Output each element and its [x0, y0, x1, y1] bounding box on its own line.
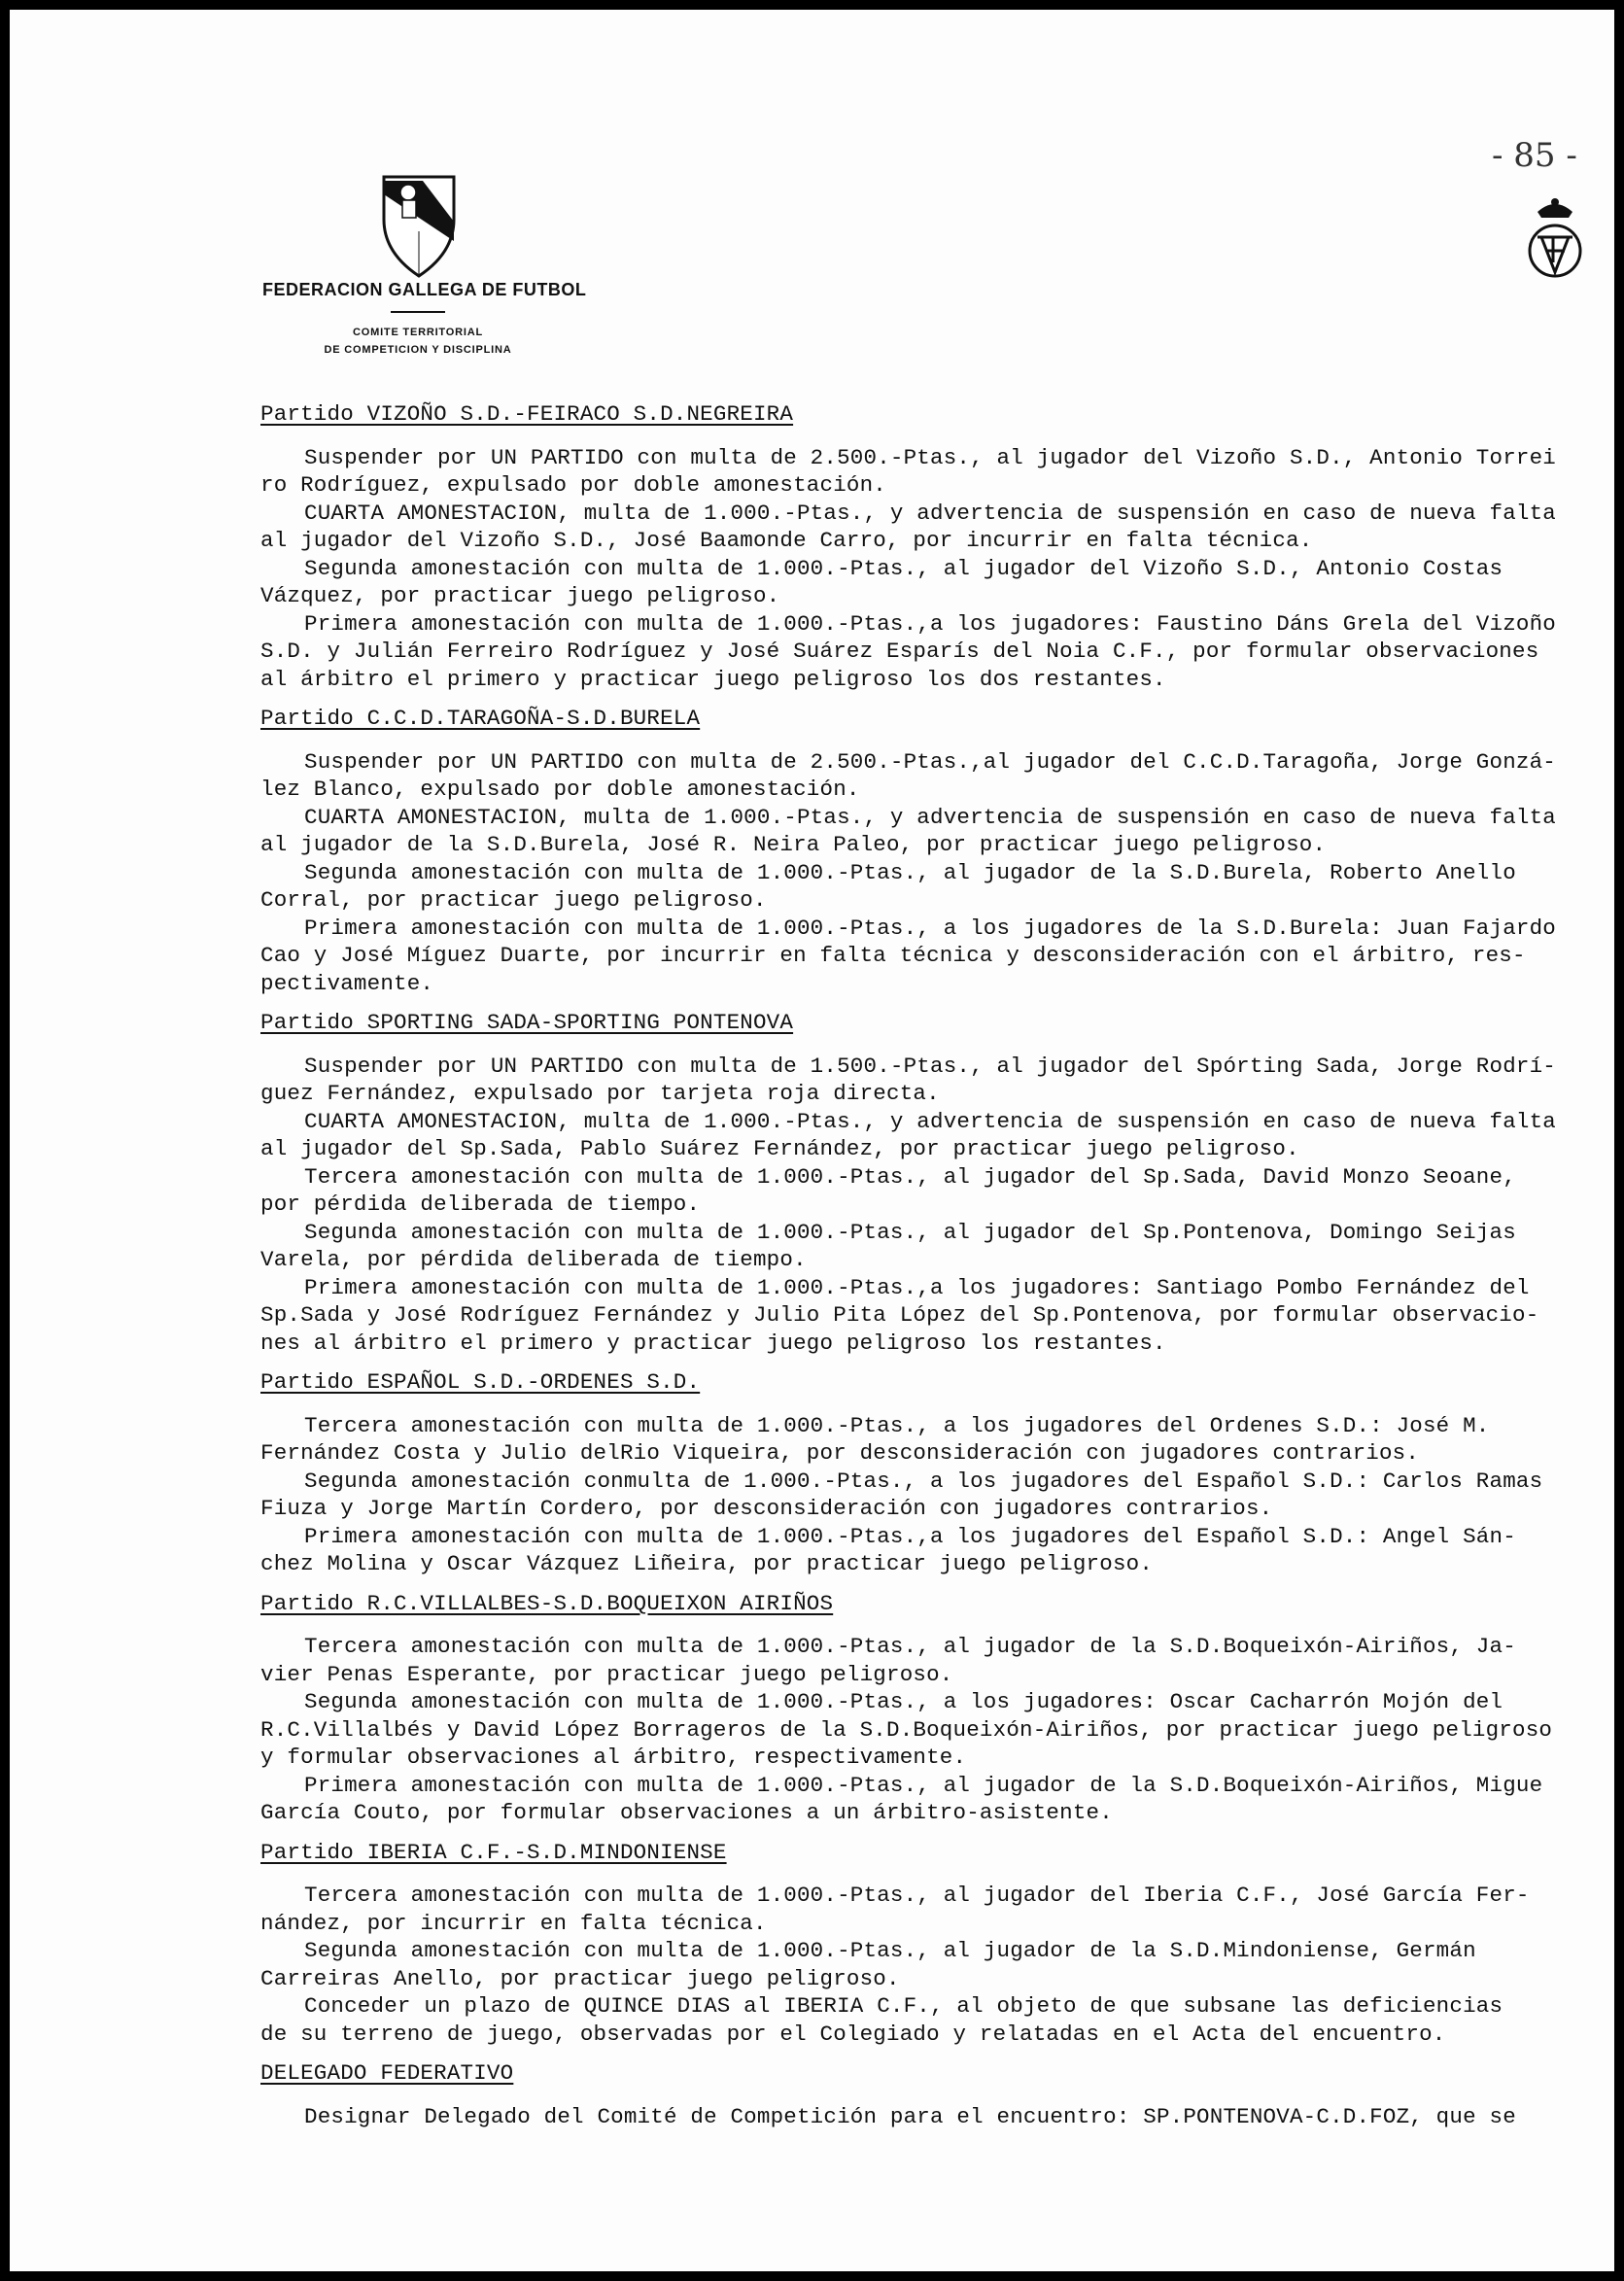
match-section: [260, 2059, 1602, 2130]
paragraph-line: Segunda amonestación con multa de 1.000.-Ptas., al jugador del Vizoño S.D., Antonio Costas: [304, 555, 1503, 581]
paragraph-line: pectivamente.: [260, 970, 434, 996]
match-section: [260, 1839, 1602, 2049]
paragraph-line: de su terreno de juego, observadas por el Colegiado y relatadas en el Acta del encuentro.: [260, 2021, 1446, 2047]
match-section: [260, 1590, 1602, 1827]
paragraph-line: Sp.Sada y José Rodríguez Fernández y Julio Pita López del Sp.Pontenova, por formular observacio-: [260, 1302, 1539, 1328]
paragraph-line: Primera amonestación con multa de 1.000.-Ptas.,a los jugadores: Faustino Dáns Grela del Vizoño: [304, 610, 1557, 637]
paragraph-line: Primera amonestación con multa de 1.000.-Ptas., al jugador de la S.D.Boqueixón-Airiños, Migue: [304, 1772, 1543, 1798]
document-body: [260, 400, 1602, 2142]
federation-name: FEDERACION GALLEGA DE FUTBOL: [262, 280, 587, 299]
paragraph-line: Varela, por pérdida deliberada de tiempo.: [260, 1247, 807, 1272]
section-title: Partido C.C.D.TARAGOÑA-S.D.BURELA: [260, 706, 701, 731]
paragraph-line: por pérdida deliberada de tiempo.: [260, 1192, 701, 1217]
paragraph-line: y formular observaciones al árbitro, respectivamente.: [260, 1745, 967, 1770]
paragraph-line: Vázquez, por practicar juego peligroso.: [260, 583, 780, 608]
paragraph-line: CUARTA AMONESTACION, multa de 1.000.-Ptas., y advertencia de suspensión en caso de nueva falta: [304, 500, 1557, 526]
header-divider: [391, 311, 445, 313]
paragraph-line: al árbitro el primero y practicar juego peligroso los dos restantes.: [260, 666, 1166, 692]
paragraph-line: Suspender por UN PARTIDO con multa de 2.500.-Ptas.,al jugador del C.C.D.Taragoña, Jorge Gonzá-: [304, 748, 1557, 775]
paragraph-line: García Couto, por formular observaciones a un árbitro-asistente.: [260, 1800, 1113, 1825]
paragraph-line: R.C.Villalbés y David López Borrageros de la S.D.Boqueixón-Airiños, por practicar juego peligroso: [260, 1716, 1553, 1743]
paragraph-line: Corral, por practicar juego peligroso.: [260, 887, 767, 913]
section-title: Partido SPORTING SADA-SPORTING PONTENOVA: [260, 1010, 794, 1035]
paragraph-line: Cao y José Míguez Duarte, por incurrir en falta técnica y desconsideración con el árbitro, res-: [260, 943, 1526, 968]
match-section: [260, 400, 1602, 693]
committee-line-1: COMITE TERRITORIAL: [353, 327, 483, 338]
paragraph-line: Segunda amonestación con multa de 1.000.-Ptas., a los jugadores: Oscar Cacharrón Mojón del: [304, 1689, 1503, 1714]
paragraph-line: Segunda amonestación con multa de 1.000.-Ptas., al jugador del Sp.Pontenova, Domingo Seijas: [304, 1219, 1516, 1245]
paragraph-line: Tercera amonestación con multa de 1.000.-Ptas., al jugador del Sp.Sada, David Monzo Seoane,: [304, 1163, 1516, 1190]
match-section: [260, 705, 1602, 997]
committee-line-2: DE COMPETICION Y DISCIPLINA: [324, 344, 512, 356]
paragraph-line: vier Penas Esperante, por practicar juego peligroso.: [260, 1661, 953, 1687]
document-page: [10, 10, 1614, 2271]
paragraph-line: Segunda amonestación con multa de 1.000.-Ptas., al jugador de la S.D.Burela, Roberto Anello: [304, 859, 1516, 885]
paragraph-line: Conceder un plazo de QUINCE DIAS al IBERIA C.F., al objeto de que subsane las deficiencias: [304, 1993, 1503, 2019]
paragraph-line: Primera amonestación con multa de 1.000.-Ptas.,a los jugadores: Santiago Pombo Fernández del: [304, 1274, 1530, 1300]
paragraph-line: Tercera amonestación con multa de 1.000.-Ptas., al jugador del Iberia C.F., José García Fer-: [304, 1883, 1530, 1908]
paragraph-line: Primera amonestación con multa de 1.000.-Ptas.,a los jugadores del Español S.D.: Angel Sán-: [304, 1523, 1516, 1549]
paragraph-line: nes al árbitro el primero y practicar juego peligroso los restantes.: [260, 1330, 1166, 1356]
paragraph-line: CUARTA AMONESTACION, multa de 1.000.-Ptas., y advertencia de suspensión en caso de nueva falta: [304, 1108, 1557, 1134]
section-title: Partido ESPAÑOL S.D.-ORDENES S.D.: [260, 1369, 701, 1395]
match-section: [260, 1368, 1602, 1578]
section-title: Partido IBERIA C.F.-S.D.MINDONIENSE: [260, 1839, 727, 1865]
paragraph-line: Segunda amonestación con multa de 1.000.-Ptas., al jugador de la S.D.Mindoniense, Germán: [304, 1938, 1476, 1963]
paragraph-line: guez Fernández, expulsado por tarjeta roja directa.: [260, 1081, 940, 1106]
section-title: Partido R.C.VILLALBES-S.D.BOQUEIXON AIRIÑOS: [260, 1590, 834, 1616]
section-title: Partido VIZOÑO S.D.-FEIRACO S.D.NEGREIRA: [260, 401, 794, 427]
paragraph-line: Designar Delegado del Comité de Competición para el encuentro: SP.PONTENOVA-C.D.FOZ, que se: [304, 2103, 1516, 2129]
paragraph-line: Fernández Costa y Julio delRio Viqueira, por desconsideración con jugadores contrarios.: [260, 1440, 1420, 1466]
paragraph-line: Segunda amonestación conmulta de 1.000.-Ptas., a los jugadores del Español S.D.: Carlos Ramas: [304, 1468, 1543, 1494]
paragraph-line: CUARTA AMONESTACION, multa de 1.000.-Ptas., y advertencia de suspensión en caso de nueva falta: [304, 804, 1557, 830]
paragraph-line: Tercera amonestación con multa de 1.000.-Ptas., a los jugadores del Ordenes S.D.: José M.: [304, 1412, 1490, 1438]
paragraph-line: al jugador del Sp.Sada, Pablo Suárez Fernández, por practicar juego peligroso.: [260, 1136, 1299, 1161]
paragraph-line: nández, por incurrir en falta técnica.: [260, 1910, 767, 1936]
paragraph-line: S.D. y Julián Ferreiro Rodríguez y José Suárez Esparís del Noia C.F., por formular observaciones: [260, 639, 1539, 664]
paragraph-line: Suspender por UN PARTIDO con multa de 1.500.-Ptas., al jugador del Spórting Sada, Jorge Rodrí-: [304, 1053, 1557, 1079]
section-title: DELEGADO FEDERATIVO: [260, 2060, 514, 2086]
paragraph-line: Suspender por UN PARTIDO con multa de 2.500.-Ptas., al jugador del Vizoño S.D., Antonio Torrei: [304, 444, 1557, 470]
federation-shield-icon: [379, 173, 459, 280]
paragraph-line: chez Molina y Oscar Vázquez Liñeira, por practicar juego peligroso.: [260, 1551, 1154, 1576]
paragraph-line: Primera amonestación con multa de 1.000.-Ptas., a los jugadores de la S.D.Burela: Juan Fajardo: [304, 915, 1557, 941]
paragraph-line: Carreiras Anello, por practicar juego peligroso.: [260, 1965, 900, 1991]
paragraph-line: Tercera amonestación con multa de 1.000.-Ptas., al jugador de la S.D.Boqueixón-Airiños, Ja-: [304, 1634, 1516, 1659]
paragraph-line: ro Rodríguez, expulsado por doble amonestación.: [260, 472, 887, 498]
match-section: [260, 1009, 1602, 1357]
paragraph-line: al jugador del Vizoño S.D., José Baamonde Carro, por incurrir en falta técnica.: [260, 528, 1313, 553]
paragraph-line: Fiuza y Jorge Martín Cordero, por desconsideración con jugadores contrarios.: [260, 1496, 1273, 1521]
page-number: - 85 -: [1492, 136, 1577, 175]
paragraph-line: lez Blanco, expulsado por doble amonestación.: [260, 777, 860, 802]
spanish-federation-emblem-icon: [1524, 194, 1586, 288]
paragraph-line: al jugador de la S.D.Burela, José R. Neira Paleo, por practicar juego peligroso.: [260, 832, 1327, 857]
